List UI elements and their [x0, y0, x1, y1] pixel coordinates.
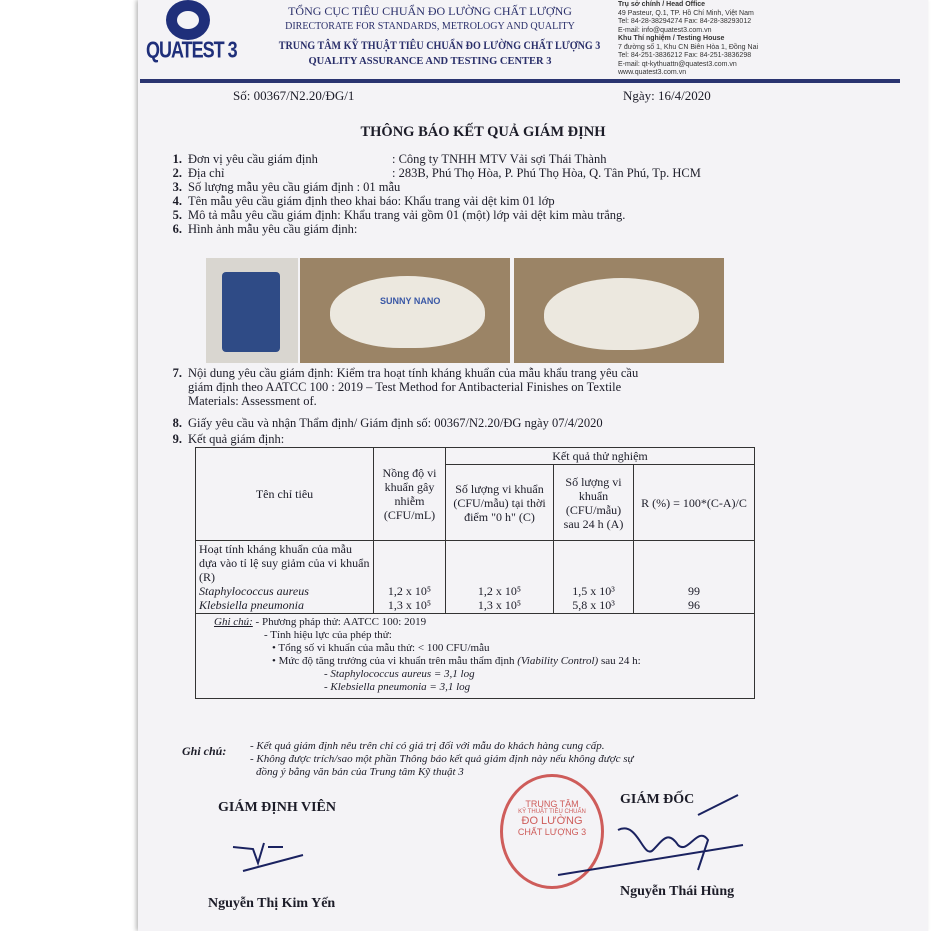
note-text: sau 24 h:: [598, 655, 641, 667]
footer-note-line: - Kết quả giám định nêu trên chỉ có giá trị đối với mẫu do khách hàng cung cấp.: [250, 740, 605, 752]
value: 1,3 x 10⁵: [477, 598, 522, 612]
count-24h-cell: [554, 541, 634, 614]
inspector-name: Nguyễn Thị Kim Yến: [208, 896, 336, 911]
lab-title: Khu Thí nghiệm / Testing House: [618, 35, 725, 42]
lab-email: E-mail: qt-kythuattn@quatest3.com.vn: [618, 60, 737, 68]
item-7: [160, 366, 638, 408]
logo-text: QUATEST 3: [146, 36, 237, 63]
director-signature: [548, 790, 748, 880]
value: 1,2 x 10⁵: [477, 584, 522, 598]
concentration-cell: [374, 541, 446, 614]
item-number: 6.: [172, 222, 182, 236]
item-8: [160, 416, 603, 430]
value: 1,2 x 10⁵: [387, 584, 432, 598]
count-0h-cell: [446, 541, 554, 614]
bacteria-name: Staphylococcus aureus: [199, 584, 309, 598]
info-list: [160, 152, 701, 236]
item-number: 1.: [172, 152, 182, 166]
info-item: [160, 152, 701, 166]
item-number: 2.: [172, 166, 182, 180]
note: [214, 655, 748, 668]
inspector-signature: [228, 835, 308, 875]
logo-q-icon: [166, 0, 210, 40]
item-7-text: Nội dung yêu cầu giám định: Kiểm tra hoạt tính kháng khuẩn của mẫu khẩu trang yêu cầu: [188, 366, 639, 380]
header-count-0h: Số lượng vi khuẩn (CFU/mẫu) tại thời điểm "0 h" (C): [446, 465, 554, 541]
inspector-title: GIÁM ĐỊNH VIÊN: [218, 800, 336, 815]
info-item: [160, 222, 701, 236]
org-line-2: DIRECTORATE FOR STANDARDS, METROLOGY AND QUALITY: [285, 21, 575, 32]
info-item: [160, 166, 701, 180]
lab-address: 7 đường số 1, Khu CN Biên Hòa 1, Đồng Nai: [618, 43, 759, 51]
header-count-24h: Số lượng vi khuẩn (CFU/mẫu) sau 24 h (A): [554, 465, 634, 541]
item-label: Hình ảnh mẫu yêu cầu giám định:: [188, 222, 358, 236]
org-line-4: QUALITY ASSURANCE AND TESTING CENTER 3: [308, 56, 552, 67]
lab-tel: Tel: 84-251-3836212 Fax: 84-251-3836298: [618, 52, 752, 59]
item-number: 7.: [172, 366, 182, 380]
header-divider: [140, 79, 900, 83]
issue-date: Ngày: 16/4/2020: [623, 88, 711, 103]
value: 1,5 x 10³: [572, 584, 615, 598]
document-title: THÔNG BÁO KẾT QUẢ GIÁM ĐỊNH: [360, 124, 606, 140]
stamp-text: TRUNG TÂM: [525, 799, 579, 809]
org-line-3: TRUNG TÂM KỸ THUẬT TIÊU CHUẨN ĐO LƯỜNG CHẤT LƯỢNG 3: [278, 38, 601, 52]
sample-package-photo: [206, 258, 298, 363]
stamp-text: ĐO LƯỜNG: [521, 815, 583, 827]
mask-image: [330, 276, 485, 348]
note: - Staphylococcus aureus = 3,1 log: [324, 668, 475, 680]
footer-note: [250, 740, 770, 779]
item-value: : 283B, Phú Thọ Hòa, P. Phú Thọ Hòa, Q. Tân Phú, Tp. HCM: [392, 166, 701, 180]
footer-note-label: Ghi chú:: [182, 744, 227, 758]
group-label: Hoạt tính kháng khuẩn của mẫu dựa vào tỉ lệ suy giảm của vi khuẩn (R): [199, 542, 370, 584]
item-9-text: Kết quả giám định:: [188, 432, 285, 446]
value: 96: [688, 598, 700, 612]
info-item: [160, 208, 701, 222]
stamp-text: KỸ THUẬT TIÊU CHUẨN: [518, 809, 586, 815]
value: 99: [688, 584, 700, 598]
item-7-text: Materials: Assessment of.: [188, 394, 317, 408]
header-concentration: Nồng độ vi khuẩn gây nhiễm (CFU/mL): [374, 448, 446, 541]
note: - Phương pháp thử: AATCC 100: 2019: [255, 616, 427, 628]
office-contact: [618, 1, 758, 78]
header-results: Kết quả thử nghiệm: [446, 448, 755, 465]
director-name: Nguyễn Thái Hùng: [620, 884, 735, 899]
note: • Tổng số vi khuẩn của mẫu thử: < 100 CFU/mẫu: [272, 642, 490, 654]
office-address: 49 Pasteur, Q.1, TP. Hồ Chí Minh, Việt Nam: [618, 9, 754, 17]
office-title: Trụ sở chính / Head Office: [618, 1, 706, 8]
sample-mask-front-photo: [300, 258, 510, 363]
reference-number: Số: 00367/N2.20/ĐG/1: [233, 88, 355, 103]
note-text: • Mức độ tăng trưởng của vi khuẩn trên mẫu thẩm định: [272, 655, 518, 667]
sample-mask-back-photo: [514, 258, 724, 363]
stamp-text: CHẤT LƯỢNG 3: [517, 827, 587, 837]
item-label: Địa chỉ: [188, 166, 225, 180]
info-item: [160, 194, 701, 208]
info-item: [160, 180, 701, 194]
item-value: : Công ty TNHH MTV Vải sợi Thái Thành: [392, 152, 607, 166]
footer-note-line: đồng ý bằng văn bản của Trung tâm Kỹ thuật 3: [256, 766, 464, 778]
website: www.quatest3.com.vn: [618, 69, 687, 76]
item-9: [160, 432, 284, 446]
notes-label: Ghi chú:: [214, 616, 253, 628]
notes-row: [196, 614, 755, 699]
director-title: GIÁM ĐỐC: [620, 792, 695, 807]
office-tel: Tel: 84-28-38294274 Fax: 84-28-38293012: [618, 18, 752, 25]
item-number: 8.: [172, 416, 182, 430]
item-7-line: [160, 366, 638, 380]
office-email: E-mail: info@quatest3.com.vn: [618, 26, 712, 34]
value: 1,3 x 10⁵: [387, 598, 432, 612]
footer-note-line: - Không được trích/sao một phần Thông báo kết quả giám định này nếu không được sự: [250, 753, 634, 765]
note: - Tính hiệu lực của phép thử:: [264, 629, 392, 641]
mask-brand-print: SUNNY NANO: [380, 296, 441, 306]
item-7-text: giám định theo AATCC 100 : 2019 – Test Method for Antibacterial Finishes on Textile: [188, 380, 622, 394]
mask-image: [544, 278, 699, 350]
item-number: 4.: [172, 194, 182, 208]
row-name-cell: [196, 541, 374, 614]
item-number: 5.: [172, 208, 182, 222]
document-page: [138, 0, 928, 931]
note-text: (Viability Control): [517, 655, 599, 667]
reduction-cell: [634, 541, 755, 614]
value: 5,8 x 10³: [572, 598, 615, 612]
item-label: Đơn vị yêu cầu giám định: [188, 152, 318, 166]
note: - Klebsiella pneumonia = 3,1 log: [324, 681, 471, 693]
org-line-1: TỔNG CỤC TIÊU CHUẨN ĐO LƯỜNG CHẤT LƯỢNG: [288, 4, 572, 18]
package-image: [222, 272, 280, 352]
item-number: 9.: [172, 432, 182, 446]
header-name: Tên chỉ tiêu: [196, 448, 374, 541]
header-reduction: R (%) = 100*(C-A)/C: [634, 465, 755, 541]
results-table: [195, 447, 755, 699]
table-row: [196, 541, 755, 614]
item-label: Số lượng mẫu yêu cầu giám định : 01 mẫu: [188, 180, 401, 194]
bacteria-name: Klebsiella pneumonia: [199, 598, 304, 612]
item-label: Tên mẫu yêu cầu giám định theo khai báo: Khẩu trang vải dệt kim 01 lớp: [188, 194, 555, 208]
item-8-text: Giấy yêu cầu và nhận Thẩm định/ Giám định số: 00367/N2.20/ĐG ngày 07/4/2020: [188, 416, 603, 430]
item-label: Mô tả mẫu yêu cầu giám định: Khẩu trang vải gồm 01 (một) lớp vải dệt kim màu trắng.: [188, 208, 626, 222]
item-number: 3.: [172, 180, 182, 194]
notes-cell: [196, 614, 755, 699]
